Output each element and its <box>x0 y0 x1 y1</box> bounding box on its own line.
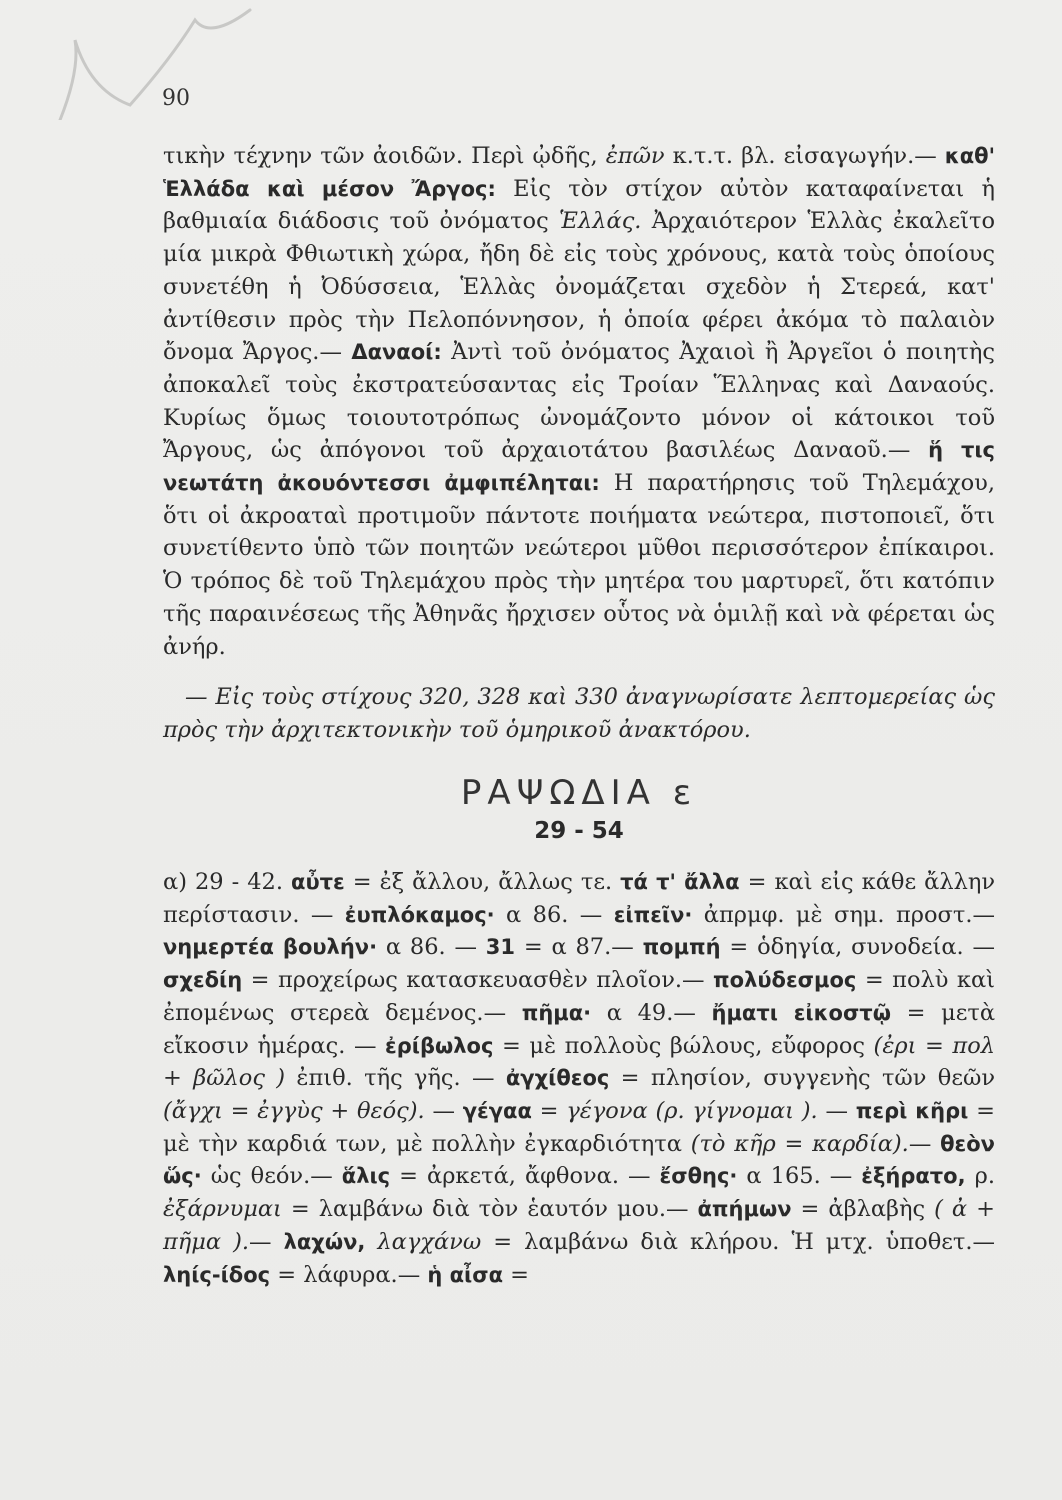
text-run: = ἐξ ἄλλου, ἄλλως τε. <box>344 869 621 896</box>
bold-lemma: τά τ' ἄλλα <box>620 870 740 895</box>
text-run: — <box>817 1097 856 1124</box>
text-run: — <box>424 1097 463 1124</box>
section-title: ΡΑΨΩΔΙΑ ε <box>460 772 698 813</box>
text-run: Ἀρχαιότερον Ἑλλὰς ἐκαλεῖτο μία μικρὰ Φθιωτικὴ χώρα, ἤδη δὲ εἰς τοὺς χρόνους, κατὰ τοὺς ὁποίους συνετέθη ἡ Ὀδύσσεια, Ἑλλὰς ὀνομάζεται σχεδὸν ἡ Στερεά, κατ' ἀντίθεσιν πρὸς τὴν Πελοπόννησον, ἡ ὁποία φέρει ἀκόμα τὸ παλαιὸν ὄνομα Ἄργος.— <box>163 208 995 366</box>
bold-lemma: περὶ κῆρι <box>855 1098 969 1123</box>
bold-lemma: εἰπεῖν· <box>613 902 693 927</box>
bold-lemma: Δαναοί: <box>351 340 442 365</box>
bold-lemma: ἀπήμων <box>697 1197 792 1222</box>
italic-term: λαγχάνω <box>377 1228 482 1255</box>
bold-lemma: ἐυπλόκαμος· <box>344 902 495 927</box>
bold-lemma: πῆμα· <box>521 1000 592 1025</box>
bold-lemma: λαχών, <box>283 1229 366 1254</box>
text-run: = μὲ πολλοὺς βώλους, εὔφορος <box>493 1032 874 1059</box>
section-verse-range: 29 - 54 <box>534 818 624 845</box>
text-run: = πλησίον, συγγενὴς τῶν θεῶν <box>609 1065 996 1092</box>
italic-etymology: ( ἀ + πῆμα ). <box>163 1196 995 1255</box>
commentary-paragraph <box>163 140 995 663</box>
italic-term: ἐξάρνυμαι <box>163 1196 282 1223</box>
bold-lemma: θεὸν ὥς· <box>163 1131 995 1189</box>
italic-etymology: (τὸ κῆρ = καρδία). <box>690 1130 909 1157</box>
text-run: α 86. — <box>377 934 486 961</box>
text-run: = ὁδηγία, συνοδεία. — <box>720 934 996 961</box>
bold-lemma: καθ' Ἑλλάδα καὶ μέσον Ἄργος: <box>163 144 995 201</box>
text-run: = <box>503 1261 530 1288</box>
text-run: = καὶ εἰς κάθε ἄλλην περίστασιν. — <box>163 869 995 928</box>
bold-lemma: 31 <box>485 935 516 960</box>
bold-lemma: ληίς-ίδος <box>163 1262 271 1287</box>
bold-lemma: ἔσθης· <box>659 1164 738 1189</box>
bold-lemma: νημερτέα βουλήν· <box>163 935 378 960</box>
bold-lemma: πομπή <box>642 935 721 960</box>
text-run: τικὴν τέχνην τῶν ἀοιδῶν. Περὶ ᾠδῆς, <box>163 143 606 169</box>
text-run: ὡς θεόν.— <box>201 1163 342 1190</box>
text-run: α 165. — <box>737 1163 862 1190</box>
text-run: κ.τ.τ. βλ. εἰσαγωγήν.— <box>664 143 945 169</box>
italic-etymology: (ἄγχι = ἐγγὺς + θεός). <box>163 1097 425 1124</box>
text-run <box>365 1229 377 1255</box>
bold-lemma: πολύδεσμος <box>713 968 857 993</box>
text-run: α) 29 - 42. <box>163 869 292 896</box>
text-run: = λαμβάνω διὰ τὸν ἑαυτόν μου.— <box>281 1196 698 1223</box>
exercise-note: — Εἰς τοὺς στίχους 320, 328 καὶ 330 ἀναγνωρίσατε λεπτομερείας ὡς πρὸς τὴν ἀρχιτεκτονικὴν τοῦ ὁμηρικοῦ ἀνακτόρου. <box>163 684 995 743</box>
bold-lemma: ἤματι εἰκοστῷ <box>711 1000 891 1025</box>
text-run: = λαμβάνω διὰ κλήρου. Ἡ μτχ. ὑποθετ.— <box>481 1228 995 1255</box>
glossary-paragraph <box>163 866 995 1291</box>
pencil-scribble-mark <box>20 0 260 120</box>
main-text <box>163 140 995 1291</box>
text-run: = <box>531 1097 567 1124</box>
text-run: ρ. <box>965 1163 995 1190</box>
bold-lemma: γέγαα <box>462 1098 532 1123</box>
text-run: Εἰς τὸν στίχον αὐτὸν καταφαίνεται ἡ βαθμιαία διάδοσις τοῦ ὀνόματος <box>163 175 995 235</box>
text-run: = πολὺ καὶ ἐπομένως στερεὰ δεμένος.— <box>163 967 995 1026</box>
bold-lemma: σχεδίη <box>163 968 243 993</box>
text-run: = α 87.— <box>515 934 643 961</box>
text-run: ἀπρμφ. μὲ σημ. προστ.— <box>692 901 995 928</box>
text-run: ἐπιθ. τῆς γῆς. — <box>285 1065 506 1092</box>
text-run: — <box>908 1130 941 1157</box>
italic-term: ἐπῶν <box>605 143 665 169</box>
text-run: α 49.— <box>591 999 712 1026</box>
text-run: — <box>249 1228 284 1255</box>
bold-lemma: ἐρίβωλος <box>385 1033 494 1058</box>
italic-etymology: (ἐρι = πολ + βῶλος ) <box>163 1032 995 1092</box>
bold-lemma: ἅλις <box>341 1164 391 1189</box>
text-run: Η παρατήρησις τοῦ Τηλεμάχου, ὅτι οἱ ἀκροαταὶ προτιμοῦν πάντοτε ποιήματα νεώτερα, πιστοποιεῖ, ὅτι συνετίθεντο ὑπὸ τῶν ποιητῶν νεώτεροι μῦθοι περισσότερον ἐπίκαιροι. Ὁ τρόπος δὲ τοῦ Τηλεμάχου πρὸς τὴν μητέρα του μαρτυρεῖ, ὅτι κατόπιν τῆς παραινέσεως τῆς Ἀθηνᾶς ἤρχισεν οὗτος νὰ ὁμιλῇ καὶ νὰ φέρεται ὡς ἀνήρ. <box>163 470 995 660</box>
text-run: = λάφυρα.— <box>270 1261 428 1288</box>
text-run: Ἀντὶ τοῦ ὀνόματος Ἀχαιοὶ ἢ Ἀργεῖοι ὁ ποιητὴς ἀποκαλεῖ τοὺς ἐκστρατεύσαντας εἰς Τροίαν Ἕλληνας καὶ Δαναούς. Κυρίως ὅμως τοιουτοτρόπως ὠνομάζοντο μόνον οἱ κάτοικοι τοῦ Ἄργους, ὡς ἀπόγονοι τοῦ ἀρχαιοτάτου βασιλέως Δαναοῦ.— <box>163 339 995 464</box>
text-run: = ἀρκετά, ἄφθονα. — <box>390 1163 660 1190</box>
text-run: = ἀβλαβὴς <box>791 1196 935 1223</box>
italic-term: Ἑλλάς. <box>559 208 642 235</box>
bold-lemma: ἀγχίθεος <box>505 1066 610 1091</box>
text-run: = μετὰ εἴκοσιν ἡμέρας. — <box>163 999 996 1059</box>
text-run: = προχείρως κατασκευασθὲν πλοῖον.— <box>242 967 714 994</box>
bold-lemma: ἥ τις νεωτάτη ἀκουόντεσσι ἀμφιπέληται: <box>163 438 996 496</box>
text-run: = μὲ τὴν καρδιά των, μὲ πολλὴν ἐγκαρδιότητα <box>163 1097 995 1157</box>
bold-lemma: ἐξήρατο, <box>861 1164 966 1189</box>
italic-etymology: γέγονα (ρ. γίγνομαι ). <box>566 1097 818 1124</box>
bold-lemma: αὖτε <box>291 870 345 895</box>
page-number: 90 <box>162 86 190 111</box>
bold-lemma: ἡ αἶσα <box>427 1262 504 1287</box>
text-run: α 86. — <box>494 901 614 928</box>
